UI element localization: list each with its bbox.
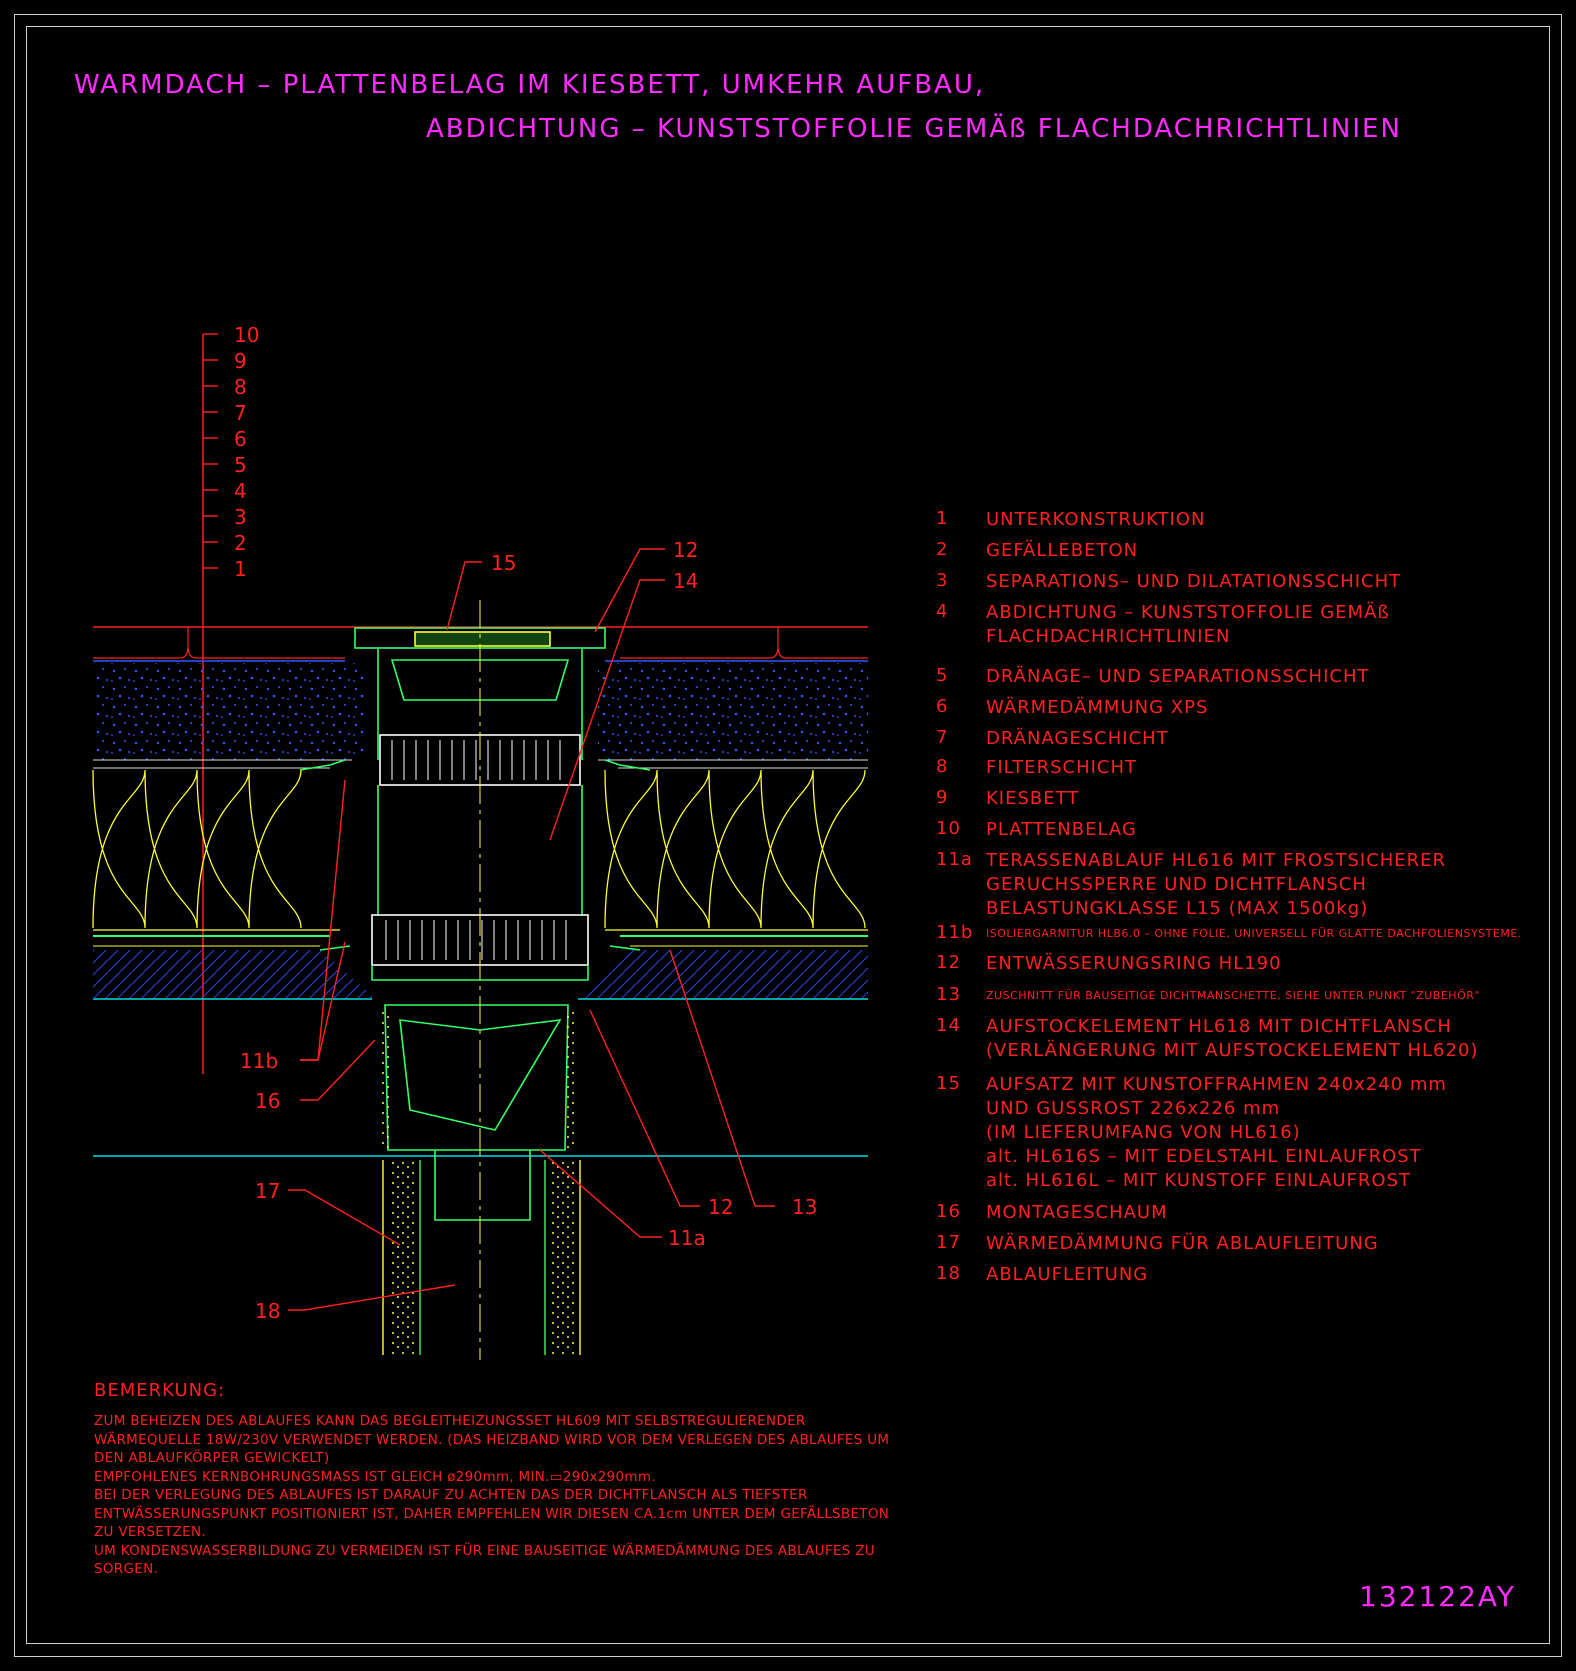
legend-item	[936, 601, 1390, 649]
mounting-foam	[380, 1010, 577, 1150]
legend-number: 18	[936, 1263, 961, 1284]
legend-item	[936, 665, 1370, 689]
callout-13: 13	[792, 1195, 818, 1219]
drawing-title-line-2: ABDICHTUNG – KUNSTSTOFFOLIE GEMÄß FLACHDACHRICHTLINIEN	[426, 114, 1402, 144]
legend-item	[936, 818, 1137, 842]
remark-title: BEMERKUNG:	[94, 1380, 226, 1401]
legend-text: GEFÄLLEBETON	[986, 540, 1139, 561]
legend-item	[936, 922, 1522, 946]
scale-label: 6	[234, 427, 247, 451]
legend-number: 7	[936, 727, 949, 748]
scale-label: 3	[234, 505, 247, 529]
legend-text: ISOLIERGARNITUR HLB6.0 – OHNE FOLIE, UNIVERSELL FÜR GLATTE DACHFOLIENSYSTEME.	[986, 927, 1522, 940]
legend-item	[936, 952, 1282, 976]
legend-text: KIESBETT	[986, 788, 1080, 809]
legend-item	[936, 539, 1138, 563]
legend-text: ABLAUFLEITUNG	[986, 1264, 1149, 1285]
legend-number: 16	[936, 1201, 961, 1222]
legend-text: DRÄNAGESCHICHT	[986, 728, 1169, 749]
callout-15: 15	[491, 551, 517, 575]
scale-label: 9	[234, 349, 247, 373]
legend-number: 2	[936, 539, 949, 560]
drawing-title-line-1: WARMDACH – PLATTENBELAG IM KIESBETT, UMKEHR AUFBAU,	[74, 70, 986, 100]
legend-number: 9	[936, 787, 949, 808]
legend-item	[936, 1015, 1478, 1063]
legend-number: 10	[936, 818, 961, 839]
scale-label: 2	[234, 531, 247, 555]
scale-label: 10	[234, 323, 260, 347]
legend-number: 1	[936, 508, 949, 529]
drawing-code: 132122AY	[1359, 1580, 1516, 1613]
legend-text: AUFSTOCKELEMENT HL618 MIT DICHTFLANSCH (VERLÄNGERUNG MIT AUFSTOCKELEMENT HL620)	[986, 1016, 1479, 1061]
callout-11a: 11a	[668, 1226, 706, 1250]
callout-12-top: 12	[673, 538, 699, 562]
scale-label: 8	[234, 375, 247, 399]
legend-text: WÄRMEDÄMMUNG FÜR ABLAUFLEITUNG	[986, 1233, 1379, 1254]
legend-item	[936, 1201, 1168, 1225]
legend-item	[936, 727, 1169, 751]
legend-text: TERASSENABLAUF HL616 MIT FROSTSICHERER GERUCHSSPERRE UND DICHTFLANSCH BELASTUNGKLASSE L15 (MAX 1500kg)	[986, 850, 1447, 919]
callout-17: 17	[255, 1179, 281, 1203]
scale-label: 7	[234, 401, 247, 425]
legend-item	[936, 1232, 1379, 1256]
legend-text: ABDICHTUNG – KUNSTSTOFFOLIE GEMÄß FLACHDACHRICHTLINIEN	[986, 602, 1390, 647]
callout-14: 14	[673, 569, 699, 593]
legend-text: DRÄNAGE– UND SEPARATIONSSCHICHT	[986, 666, 1370, 687]
legend-number: 4	[936, 601, 949, 622]
legend-number: 12	[936, 952, 961, 973]
legend-item	[936, 1073, 1447, 1193]
callout-18: 18	[255, 1299, 281, 1323]
scale-label: 5	[234, 453, 247, 477]
remark-body: ZUM BEHEIZEN DES ABLAUFES KANN DAS BEGLEITHEIZUNGSSET HL609 MIT SELBSTREGULIERENDER WÄRMEQUELLE 18W/230V VERWENDET WERDEN. (DAS HEIZBAND WIRD VOR DEM VERLEGEN DES ABLAUFES UM DEN ABLAUFKÖRPER GEWICKELT) EMPFOHLENES KERNBOHRUNGSMASS IST GLEICH ø290mm, MIN.▭290x290mm. BEI DER VERLEGUNG DES ABLAUFES IST DARAUF ZU ACHTEN DAS DER DICHTFLANSCH ALS TIEFSTER ENTWÄSSERUNGSPUNKT POSITIONIERT IST, DAHER EMPFEHLEN WIR DIESEN CA.1cm UNTER DEM GEFÄLLSBETON ZU VERSETZEN. UM KONDENSWASSERBILDUNG ZU VERMEIDEN IST FÜR EINE BAUSEITIGE WÄRMEDÄMMUNG DES ABLAUFES ZU SORGEN.	[94, 1413, 890, 1577]
legend-text: MONTAGESCHAUM	[986, 1202, 1168, 1223]
legend-text: PLATTENBELAG	[986, 819, 1137, 840]
legend-text: WÄRMEDÄMMUNG XPS	[986, 697, 1209, 718]
legend-number: 17	[936, 1232, 961, 1253]
legend-number: 5	[936, 665, 949, 686]
scale-label: 1	[234, 557, 247, 581]
legend-item	[936, 756, 1137, 780]
legend-text: SEPARATIONS– UND DILATATIONSSCHICHT	[986, 571, 1402, 592]
legend-item	[936, 787, 1079, 811]
legend-item	[936, 1263, 1148, 1287]
legend-text: FILTERSCHICHT	[986, 757, 1138, 778]
legend-item	[936, 508, 1205, 532]
legend-text: AUFSATZ MIT KUNSTOFFRAHMEN 240x240 mm UND GUSSROST 226x226 mm (IM LIEFERUMFANG VON HL616) alt. HL616S – MIT EDELSTAHL EINLAUFROST alt. HL616L – MIT KUNSTOFF EINLAUFROST	[986, 1074, 1447, 1191]
legend-number: 8	[936, 756, 949, 777]
legend-item	[936, 570, 1401, 594]
legend-text: UNTERKONSTRUKTION	[986, 509, 1206, 530]
legend-text: ZUSCHNITT FÜR BAUSEITIGE DICHTMANSCHETTE, SIEHE UNTER PUNKT "ZUBEHÖR"	[986, 989, 1480, 1002]
legend-number: 6	[936, 696, 949, 717]
legend-number: 14	[936, 1015, 961, 1036]
legend-number: 3	[936, 570, 949, 591]
callout-16: 16	[255, 1089, 281, 1113]
scale-label: 4	[234, 479, 247, 503]
legend-text: ENTWÄSSERUNGSRING HL190	[986, 953, 1282, 974]
legend-item	[936, 984, 1480, 1008]
legend-item	[936, 849, 1446, 921]
legend-number: 11b	[936, 922, 974, 943]
legend-number: 15	[936, 1073, 961, 1094]
callout-12-bottom: 12	[708, 1195, 734, 1219]
legend-item	[936, 696, 1208, 720]
legend-number: 13	[936, 984, 961, 1005]
callout-11b: 11b	[240, 1049, 279, 1073]
drain-pipe	[383, 1160, 580, 1355]
legend-number: 11a	[936, 849, 973, 870]
